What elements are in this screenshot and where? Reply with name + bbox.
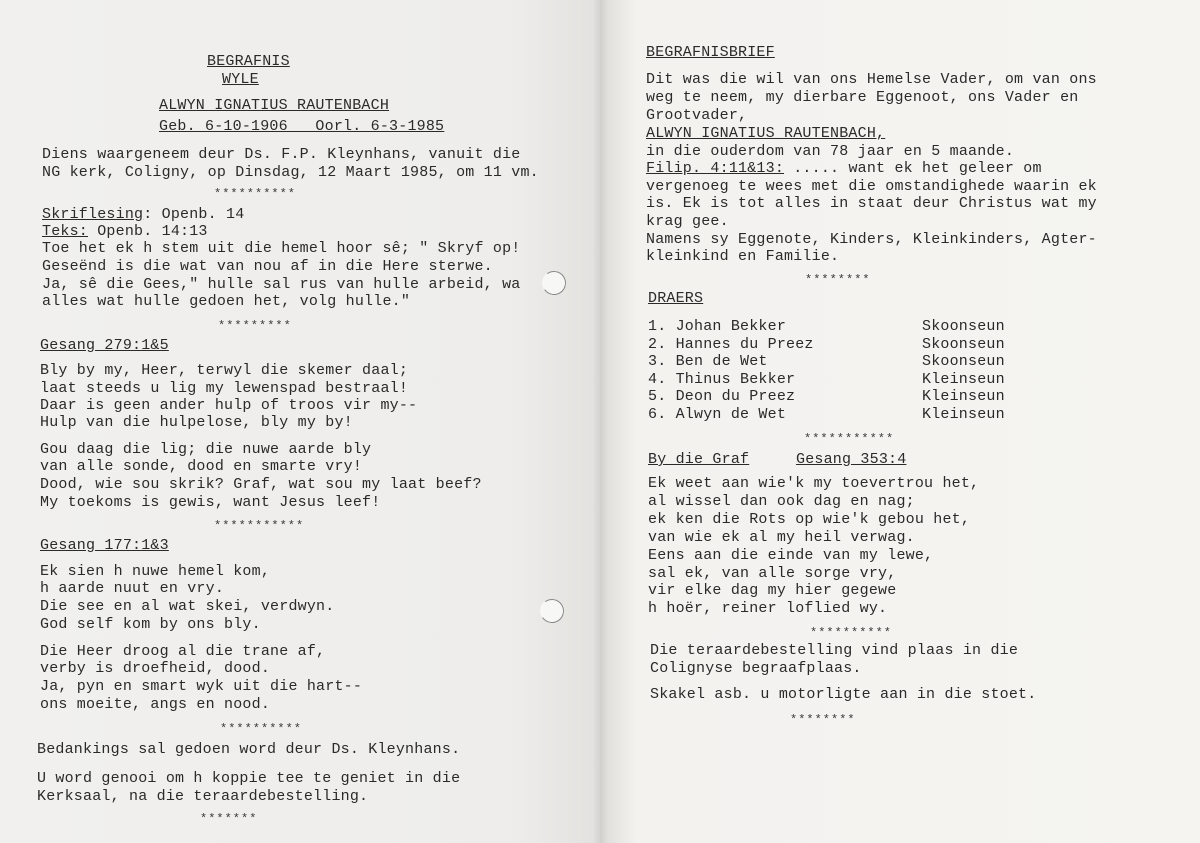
scripture-reading-value: : Openb. 14 — [143, 206, 245, 223]
sermon-text — [42, 223, 208, 240]
separator: *********** — [804, 432, 895, 446]
letter-line: Namens sy Eggenote, Kinders, Kleinkinders, Agter- — [646, 231, 1097, 248]
burial-line-2: Colignyse begraafplaas. — [650, 660, 862, 677]
hymn-line: vir elke dag my hier gegewe — [648, 582, 897, 599]
letter-scripture — [646, 160, 1042, 177]
hymn-line: God self kom by ons bly. — [40, 616, 261, 633]
bearer-name: 1. Johan Bekker — [648, 318, 787, 335]
hymn-line: Eens aan die einde van my lewe, — [648, 547, 934, 564]
bearer-name: 3. Ben de Wet — [648, 353, 768, 370]
punch-hole-icon — [538, 597, 566, 625]
center-fold — [592, 0, 608, 843]
scripture-reading — [42, 206, 244, 223]
bearers-title: DRAERS — [648, 290, 704, 307]
sermon-text-label: Teks: — [42, 223, 89, 240]
bearer-relation: Skoonseun — [922, 318, 1005, 335]
hymn-line: My toekoms is gewis, want Jesus leef! — [40, 494, 381, 511]
graveside-hymn-title: Gesang 353:4 — [796, 451, 907, 468]
separator: ******** — [805, 273, 871, 287]
hymn-line: h hoër, reiner loflied wy. — [648, 600, 888, 617]
right-page — [600, 0, 1200, 843]
title-begrafnis: BEGRAFNIS — [207, 53, 290, 70]
hymn-279-title: Gesang 279:1&5 — [40, 337, 169, 354]
letter-deceased-name: ALWYN IGNATIUS RAUTENBACH, — [646, 125, 886, 142]
letter-line: in die ouderdom van 78 jaar en 5 maande. — [646, 143, 1015, 160]
bearer-name: 6. Alwyn de Wet — [648, 406, 787, 423]
service-line-2: NG kerk, Coligny, op Dinsdag, 12 Maart 1985, om 11 vm. — [42, 164, 539, 181]
burial-line-1: Die teraardebestelling vind plaas in die — [650, 642, 1019, 659]
separator: ********* — [218, 319, 292, 333]
thanks-line: Bedankings sal gedoen word deur Ds. Kleynhans. — [37, 741, 461, 758]
hymn-line: Die Heer droog al die trane af, — [40, 643, 326, 660]
hymn-line: Bly by my, Heer, terwyl die skemer daal; — [40, 362, 409, 379]
hymn-line: van wie ek al my heil verwag. — [648, 529, 915, 546]
hymn-line: ek ken die Rots op wie'k gebou het, — [648, 511, 971, 528]
separator: ******** — [790, 713, 856, 727]
sermon-text-value: Openb. 14:13 — [88, 223, 208, 240]
tea-invitation-line-2: Kerksaal, na die teraardebestelling. — [37, 788, 369, 805]
title-wyle: WYLE — [222, 71, 259, 88]
bearer-relation: Kleinseun — [922, 388, 1005, 405]
letter-line: Grootvader, — [646, 107, 748, 124]
hymn-line: Hulp van die hulpelose, bly my by! — [40, 414, 353, 431]
separator: ******* — [200, 812, 258, 826]
hymn-line: ons moeite, angs en nood. — [40, 696, 271, 713]
hymn-line: Ek sien h nuwe hemel kom, — [40, 563, 271, 580]
hymn-line: Daar is geen ander hulp of troos vir my-- — [40, 397, 418, 414]
deceased-name: ALWYN IGNATIUS RAUTENBACH — [159, 97, 390, 114]
bearer-name: 5. Deon du Preez — [648, 388, 796, 405]
car-lights-notice: Skakel asb. u motorligte aan in die stoet. — [650, 686, 1037, 703]
separator: ********** — [214, 187, 297, 201]
verse-line: Geseënd is die wat van nou af in die Here sterwe. — [42, 258, 493, 275]
letter-heading: BEGRAFNISBRIEF — [646, 44, 775, 61]
birth-death-dates: Geb. 6-10-1906 Oorl. 6-3-1985 — [159, 118, 445, 135]
bearer-relation: Skoonseun — [922, 353, 1005, 370]
scripture-reading-label: Skriflesing — [42, 206, 144, 223]
letter-scripture-label: Filip. 4:11&13: — [646, 160, 785, 177]
letter-scripture-text: ..... want ek het geleer om — [784, 160, 1042, 177]
hymn-line: h aarde nuut en vry. — [40, 580, 225, 597]
hymn-line: laat steeds u lig my lewenspad bestraal! — [40, 380, 409, 397]
letter-line: Dit was die wil van ons Hemelse Vader, om van ons — [646, 71, 1097, 88]
letter-line: krag gee. — [646, 213, 729, 230]
hymn-line: Ek weet aan wie'k my toevertrou het, — [648, 475, 980, 492]
hymn-line: Die see en al wat skei, verdwyn. — [40, 598, 335, 615]
hymn-line: Gou daag die lig; die nuwe aarde bly — [40, 441, 372, 458]
letter-line: kleinkind en Familie. — [646, 248, 840, 265]
hymn-line: sal ek, van alle sorge vry, — [648, 565, 897, 582]
service-line-1: Diens waargeneem deur Ds. F.P. Kleynhans, vanuit die — [42, 146, 521, 163]
punch-hole-icon — [540, 269, 568, 297]
letter-line: vergenoeg te wees met die omstandighede waarin ek — [646, 178, 1097, 195]
hymn-line: Dood, wie sou skrik? Graf, wat sou my laat beef? — [40, 476, 482, 493]
bearer-relation: Kleinseun — [922, 406, 1005, 423]
bearer-name: 2. Hannes du Preez — [648, 336, 814, 353]
hymn-line: van alle sonde, dood en smarte vry! — [40, 458, 363, 475]
verse-line: alles wat hulle gedoen het, volg hulle." — [42, 293, 411, 310]
bearer-name: 4. Thinus Bekker — [648, 371, 796, 388]
separator: ********** — [810, 626, 893, 640]
hymn-line: al wissel dan ook dag en nag; — [648, 493, 915, 510]
hymn-177-title: Gesang 177:1&3 — [40, 537, 169, 554]
verse-line: Toe het ek h stem uit die hemel hoor sê; " Skryf op! — [42, 240, 521, 257]
separator: *********** — [214, 519, 305, 533]
verse-line: Ja, sê die Gees," hulle sal rus van hulle arbeid, wa — [42, 276, 521, 293]
graveside-label: By die Graf — [648, 451, 750, 468]
tea-invitation-line-1: U word genooi om h koppie tee te geniet in die — [37, 770, 461, 787]
letter-line: is. Ek is tot alles in staat deur Christus wat my — [646, 195, 1097, 212]
letter-line: weg te neem, my dierbare Eggenoot, ons Vader en — [646, 89, 1079, 106]
bearer-relation: Skoonseun — [922, 336, 1005, 353]
hymn-line: Ja, pyn en smart wyk uit die hart-- — [40, 678, 363, 695]
bearer-relation: Kleinseun — [922, 371, 1005, 388]
hymn-line: verby is droefheid, dood. — [40, 660, 271, 677]
separator: ********** — [220, 722, 303, 736]
